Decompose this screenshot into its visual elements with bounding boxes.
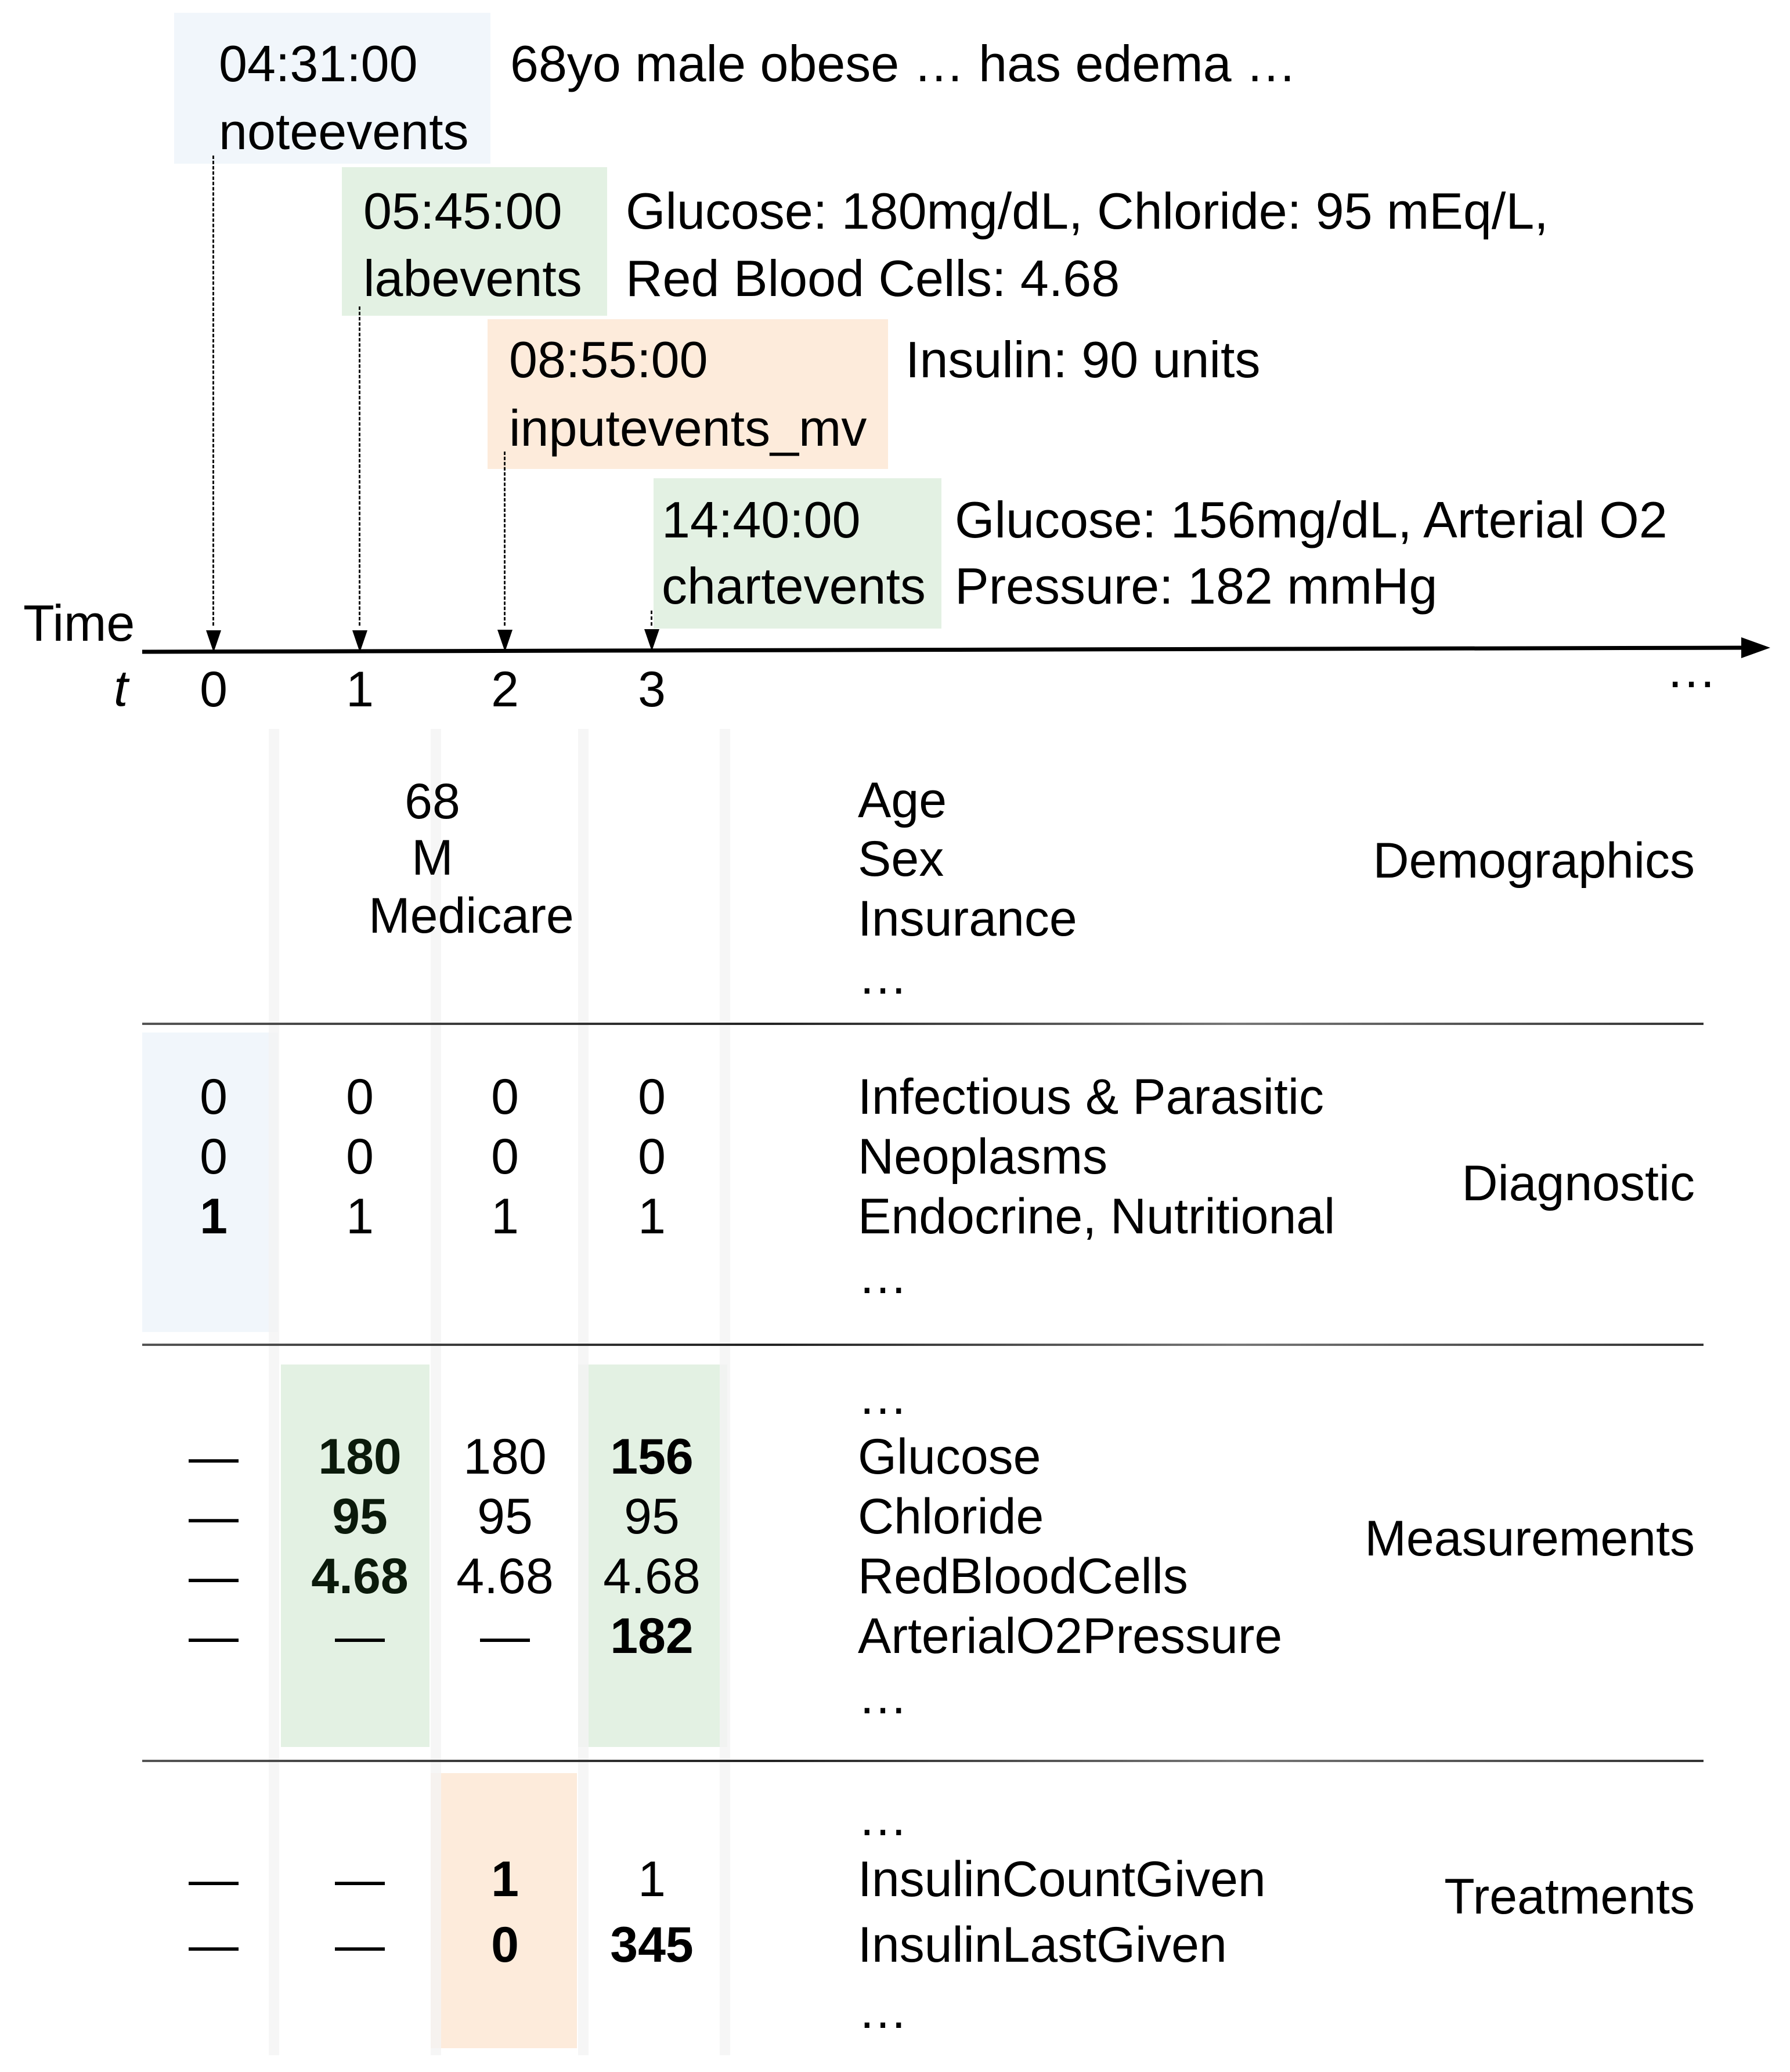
treat-cell-updated: 345 (610, 1917, 694, 1973)
event-description: 68yo male obese … has edema … (510, 35, 1297, 92)
event-time: 04:31:00 (219, 35, 418, 92)
demographic-value: Medicare (369, 888, 574, 944)
diag-cell: 0 (346, 1069, 374, 1125)
category-label-diagnostic: Diagnostic (1461, 1156, 1695, 1211)
feature-label: Infectious & Parasitic (858, 1069, 1325, 1125)
diag-cell: 0 (200, 1069, 228, 1125)
section-divider (142, 1023, 1704, 1025)
tick-arrow-icon (497, 630, 513, 652)
diag-cell: 0 (346, 1129, 374, 1185)
treat-cell: — (189, 1851, 239, 1907)
tick-arrow-icon (644, 629, 659, 651)
category-label-treatments: Treatments (1444, 1869, 1695, 1925)
feature-ellipsis: … (858, 1369, 908, 1425)
meas-cell: 4.68 (456, 1548, 554, 1604)
meas-cell-updated: 156 (610, 1429, 694, 1485)
meas-cell: — (189, 1548, 239, 1604)
feature-ellipsis: … (858, 949, 908, 1005)
demographic-value: 68 (405, 774, 460, 829)
feature-ellipsis: … (858, 1669, 908, 1724)
category-label-demographics: Demographics (1373, 833, 1695, 889)
meas-cell: 180 (463, 1429, 547, 1485)
treat-cell: — (335, 1851, 385, 1907)
event-source: inputevents_mv (509, 399, 867, 457)
tick-label: 1 (346, 662, 374, 717)
treat-cell: — (335, 1917, 385, 1973)
meas-cell: 95 (624, 1489, 680, 1544)
section-divider (142, 1344, 1704, 1346)
diag-cell: 0 (638, 1069, 666, 1125)
treatments-t2-highlight (431, 1773, 577, 2048)
feature-label: Sex (858, 831, 944, 887)
treat-cell: — (189, 1917, 239, 1973)
feature-label: InsulinLastGiven (858, 1917, 1227, 1973)
event-description: Insulin: 90 units (905, 331, 1261, 388)
meas-cell: — (189, 1608, 239, 1664)
t-index-label: t (114, 659, 128, 717)
event-description: Red Blood Cells: 4.68 (626, 250, 1120, 307)
diag-cell: 1 (491, 1189, 519, 1244)
tick-label: 3 (638, 662, 666, 717)
meas-cell: — (189, 1429, 239, 1485)
feature-ellipsis: … (858, 1248, 908, 1304)
axis-arrow-icon (1741, 637, 1770, 658)
feature-label: Endocrine, Nutritional (858, 1189, 1336, 1244)
event-source: chartevents (662, 557, 926, 615)
treat-cell: 1 (638, 1851, 666, 1907)
feature-label: Chloride (858, 1489, 1044, 1544)
event-description: Pressure: 182 mmHg (955, 557, 1438, 615)
meas-cell: 4.68 (603, 1548, 701, 1604)
meas-cell-updated: 4.68 (311, 1548, 409, 1604)
diag-cell: 1 (346, 1189, 374, 1244)
feature-label: Insurance (858, 891, 1077, 947)
treat-cell-updated: 1 (491, 1851, 519, 1907)
feature-label: ArterialO2Pressure (858, 1608, 1283, 1664)
event-time: 14:40:00 (662, 491, 861, 548)
diag-cell: 1 (200, 1189, 228, 1244)
demographic-value: M (412, 830, 453, 886)
tick-label: 0 (200, 662, 228, 717)
column-separator (720, 729, 730, 2055)
feature-label: Age (858, 773, 947, 828)
meas-cell: 95 (477, 1489, 533, 1544)
diag-cell: 0 (491, 1069, 519, 1125)
diag-cell: 1 (638, 1189, 666, 1244)
meas-cell-updated: 182 (610, 1608, 694, 1664)
meas-cell-updated: 180 (318, 1429, 402, 1485)
meas-cell: — (480, 1608, 530, 1664)
event-description: Glucose: 180mg/dL, Chloride: 95 mEq/L, (626, 182, 1549, 240)
feature-ellipsis: … (858, 1791, 908, 1846)
continuation-ellipsis: … (1666, 641, 1717, 698)
tick-arrow-icon (352, 630, 367, 652)
feature-ellipsis: … (858, 1983, 908, 2039)
section-divider (142, 1760, 1704, 1762)
feature-label: RedBloodCells (858, 1548, 1188, 1604)
tick-arrow-icon (206, 630, 221, 652)
event-description: Glucose: 156mg/dL, Arterial O2 (955, 491, 1668, 548)
feature-label: InsulinCountGiven (858, 1851, 1266, 1907)
event-source: noteevents (219, 103, 469, 160)
meas-cell-updated: 95 (332, 1489, 388, 1544)
event-time: 08:55:00 (509, 331, 708, 388)
diag-cell: 0 (491, 1129, 519, 1185)
feature-label: Neoplasms (858, 1129, 1108, 1185)
meas-cell: — (189, 1489, 239, 1544)
event-source: labevents (363, 250, 582, 307)
event-time: 05:45:00 (363, 182, 562, 240)
meas-cell: — (335, 1608, 385, 1664)
category-label-measurements: Measurements (1365, 1511, 1695, 1566)
treat-cell-updated: 0 (491, 1917, 519, 1973)
tick-label: 2 (491, 662, 519, 717)
feature-label: Glucose (858, 1429, 1041, 1485)
diag-cell: 0 (200, 1129, 228, 1185)
diag-cell: 0 (638, 1129, 666, 1185)
column-separator (578, 729, 589, 2055)
time-axis-label: Time (23, 594, 135, 652)
